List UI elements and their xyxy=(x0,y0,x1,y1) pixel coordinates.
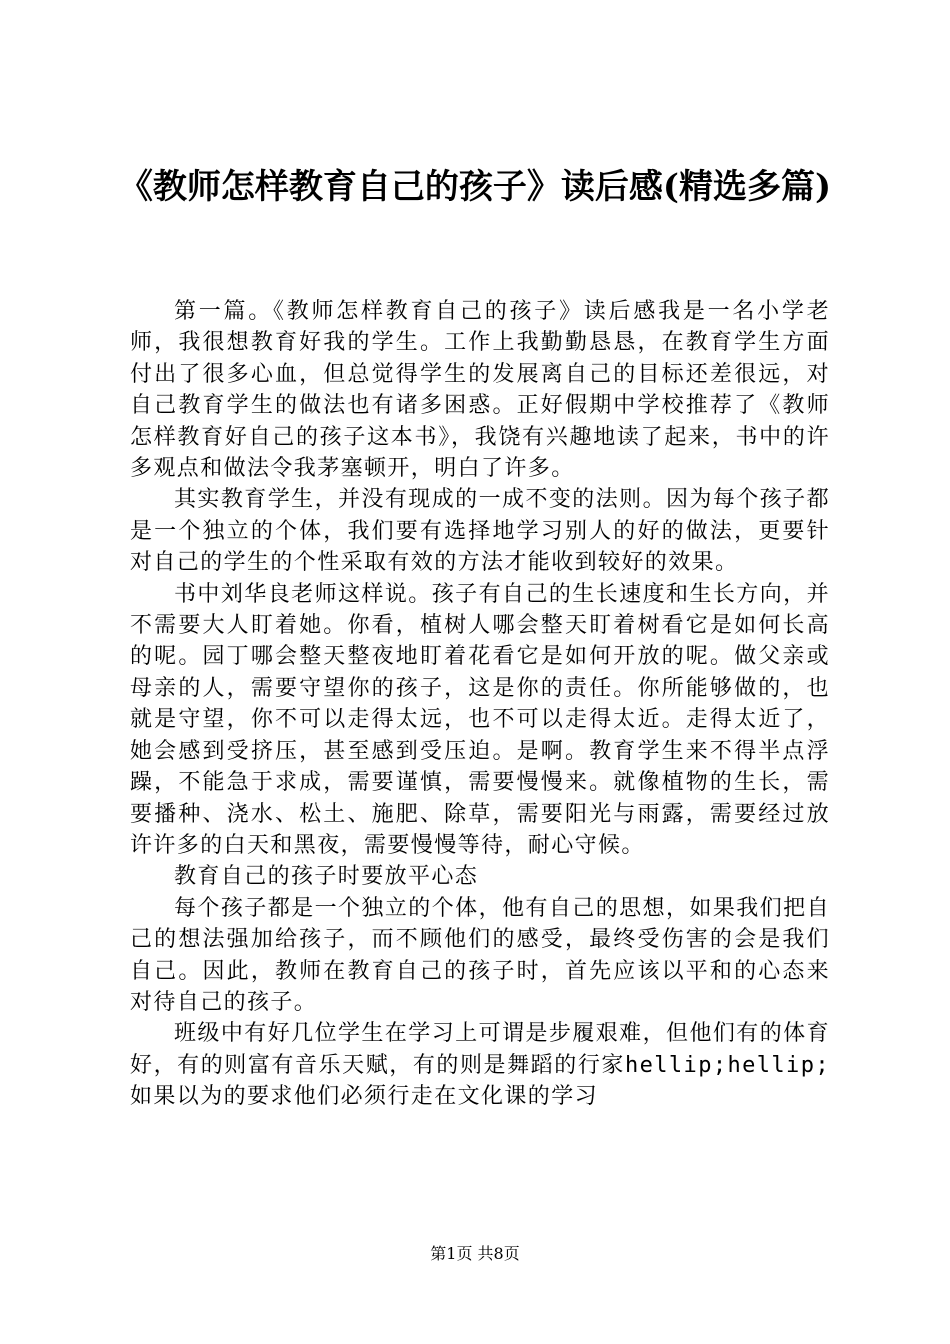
section-subheading: 教育自己的孩子时要放平心态 xyxy=(174,864,479,890)
paragraph: 班级中有好几位学生在学习上可谓是步履艰难，但他们有的体育好，有的则富有音乐天赋，有的则是舞蹈的行家hellip;hellip;如果以为的要求他们必须行走在文化课的学习 xyxy=(130,1021,830,1110)
paragraph: 其实教育学生，并没有现成的一成不变的法则。因为每个孩子都是一个独立的个体，我们要有选择地学习别人的好的做法，更要针对自己的学生的个性采取有效的方法才能收到较好的效果。 xyxy=(130,487,830,576)
paragraph: 第一篇。《教师怎样教育自己的孩子》读后感我是一名小学老师，我很想教育好我的学生。工作上我勤勤恳恳，在教育学生方面付出了很多心血，但总觉得学生的发展离自己的目标还差很远，对自己教育学生的做法也有诸多困惑。正好假期中学校推荐了《教师怎样教育好自己的孩子这本书》，我饶有兴趣地读了起来，书中的许多观点和做法令我茅塞顿开，明白了许多。 xyxy=(130,299,830,482)
paragraph: 每个孩子都是一个独立的个体，他有自己的思想，如果我们把自己的想法强加给孩子，而不顾他们的感受，最终受伤害的会是我们自己。因此，教师在教育自己的孩子时，首先应该以平和的心态来对待自己的孩子。 xyxy=(130,895,830,1015)
paragraph: 书中刘华良老师这样说。孩子有自己的生长速度和生长方向，并不需要大人盯着她。你看，植树人哪会整天盯着树看它是如何长高的呢。园丁哪会整天整夜地盯着花看它是如何开放的呢。做父亲或母亲的人，需要守望你的孩子，这是你的责任。你所能够做的，也就是守望，你不可以走得太远，也不可以走得太近。走得太近了，她会感到受挤压，甚至感到受压迫。是啊。教育学生来不得半点浮躁，不能急于求成，需要谨慎，需要慢慢来。就像植物的生长，需要播种、浇水、松土、施肥、除草，需要阳光与雨露，需要经过放许许多的白天和黑夜，需要慢慢等待，耐心守候。 xyxy=(130,581,830,858)
page-footer: 第1页 共8页 xyxy=(430,1244,520,1263)
document-title: 《教师怎样教育自己的孩子》读后感(精选多篇) xyxy=(118,167,832,207)
document-body xyxy=(130,296,830,1113)
